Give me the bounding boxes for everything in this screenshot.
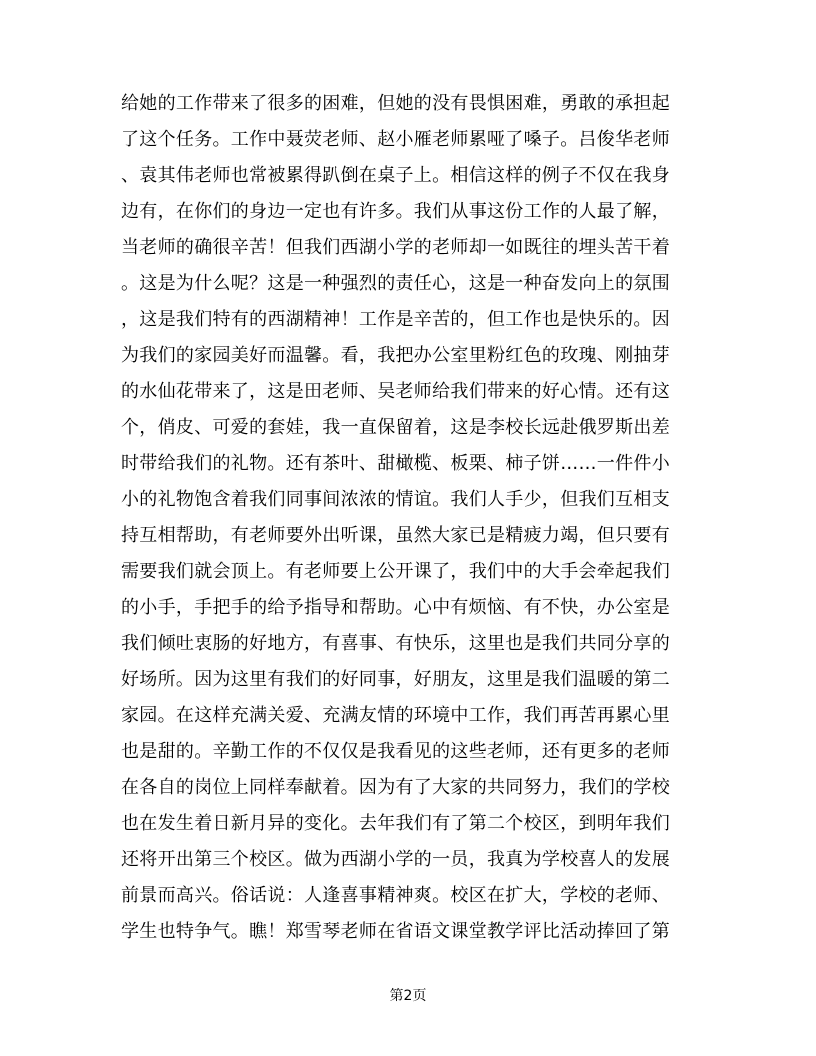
text-line: 持互相帮助，有老师要外出听课，虽然大家已是精疲力竭，但只要有 [121,525,670,546]
text-line: 为我们的家园美好而温馨。看，我把办公室里粉红色的玫瑰、刚抽芽 [121,345,670,366]
text-line: 还将开出第三个校区。做为西湖小学的一员，我真为学校喜人的发展 [121,849,670,870]
text-line: ，这是我们特有的西湖精神！工作是辛苦的，但工作也是快乐的。因 [121,309,670,330]
text-line: 学生也特争气。瞧！郑雪琴老师在省语文课堂教学评比活动捧回了第 [121,921,670,942]
text-line: 也是甜的。辛勤工作的不仅仅是我看见的这些老师，还有更多的老师 [121,741,670,762]
text-line: 的水仙花带来了，这是田老师、吴老师给我们带来的好心情。还有这 [121,381,670,402]
text-line: 也在发生着日新月异的变化。去年我们有了第二个校区，到明年我们 [121,813,670,834]
text-line: 给她的工作带来了很多的困难，但她的没有畏惧困难，勇敢的承担起 [121,93,670,114]
text-line: 边有，在你们的身边一定也有许多。我们从事这份工作的人最了解， [121,201,670,222]
text-line: 我们倾吐衷肠的好地方，有喜事、有快乐，这里也是我们共同分享的 [121,633,670,654]
text-line: 、袁其伟老师也常被累得趴倒在桌子上。相信这样的例子不仅在我身 [121,165,670,186]
text-line: 好场所。因为这里有我们的好同事，好朋友，这里是我们温暖的第二 [121,669,670,690]
page-number: 第2页 [389,988,427,1004]
text-line: 的小手，手把手的给予指导和帮助。心中有烦恼、有不快，办公室是 [121,597,670,618]
text-line: 前景而高兴。俗话说：人逢喜事精神爽。校区在扩大，学校的老师、 [121,885,670,906]
body-text [121,86,701,950]
text-line: 。这是为什么呢？这是一种强烈的责任心，这是一种奋发向上的氛围 [121,273,670,294]
text-line: 在各自的岗位上同样奉献着。因为有了大家的共同努力，我们的学校 [121,777,670,798]
text-line: 个，俏皮、可爱的套娃，我一直保留着，这是李校长远赴俄罗斯出差 [121,417,670,438]
text-line: 小的礼物饱含着我们同事间浓浓的情谊。我们人手少，但我们互相支 [121,489,670,510]
text-line: 家园。在这样充满关爱、充满友情的环境中工作，我们再苦再累心里 [121,705,670,726]
text-line: 需要我们就会顶上。有老师要上公开课了，我们中的大手会牵起我们 [121,561,670,582]
text-line: 了这个任务。工作中聂荧老师、赵小雁老师累哑了嗓子。吕俊华老师 [121,129,670,150]
text-line: 当老师的确很辛苦！但我们西湖小学的老师却一如既往的埋头苦干着 [121,237,670,258]
text-line: 时带给我们的礼物。还有茶叶、甜橄榄、板栗、柿子饼……一件件小 [121,453,670,474]
